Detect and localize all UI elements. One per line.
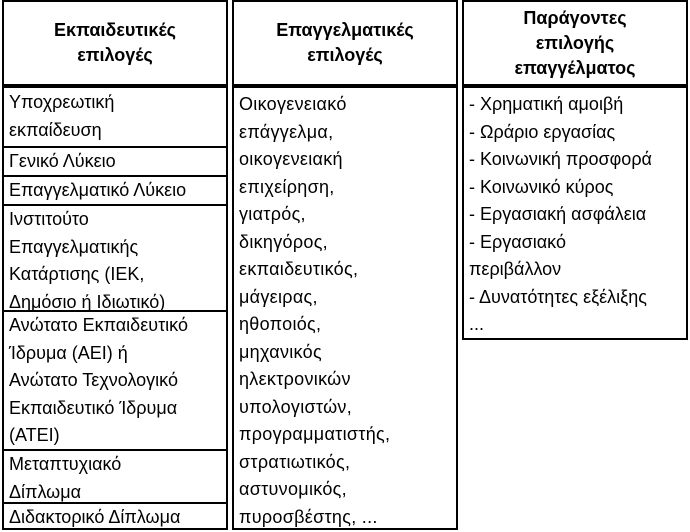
- education-column: [2, 0, 228, 530]
- professional-column: [232, 0, 458, 530]
- education-item-general-lyceum: Γενικό Λύκειο: [4, 146, 226, 175]
- factors-cell: [462, 86, 688, 340]
- professional-cell: [232, 86, 458, 530]
- header-choice-factors: Παράγοντες επιλογής επαγγέλματος: [462, 0, 688, 86]
- professional-options-text: Οικογενειακό επάγγελμα, οικογενειακή επιχείρηση, γιατρός, δικηγόρος, εκπαιδευτικός, μάγειρας, ηθοποιός, μηχανικός ηλεκτρονικών υπολογιστών, προγραμματιστής, στρατιωτικός, αστυνομικός, πυροσβέστης, ...: [239, 94, 391, 527]
- education-item-compulsory: Υποχρεωτική εκπαίδευση: [9, 92, 115, 140]
- header-professional-options: Επαγγελματικές επιλογές: [232, 0, 458, 86]
- factors-column: [462, 0, 688, 340]
- education-item-masters: Μεταπτυχιακό Δίπλωμα: [4, 449, 226, 502]
- header-education-options: Εκπαιδευτικές επιλογές: [2, 0, 228, 86]
- education-item-aei-atei: Ανώτατο Εκπαιδευτικό Ίδρυμα (ΑΕΙ) ή Ανώτατο Τεχνολογικό Εκπαιδευτικό Ίδρυμα (ΑΤΕΙ): [4, 310, 226, 449]
- education-item-vocational-lyceum: Επαγγελματικό Λύκειο: [4, 175, 226, 204]
- education-item-doctorate: Διδακτορικό Δίπλωμα: [4, 502, 226, 532]
- education-item-iek: Ινστιτούτο Επαγγελματικής Κατάρτισης (ΙΕΚ, Δημόσιο ή Ιδιωτικό): [4, 204, 226, 310]
- education-list: [2, 86, 228, 530]
- factors-text: - Χρηματική αμοιβή - Ωράριο εργασίας - Κοινωνική προσφορά - Κοινωνικό κύρος - Εργασιακή ασφάλεια - Εργασιακό περιβάλλον - Δυνατότητες εξέλιξης ...: [469, 94, 652, 334]
